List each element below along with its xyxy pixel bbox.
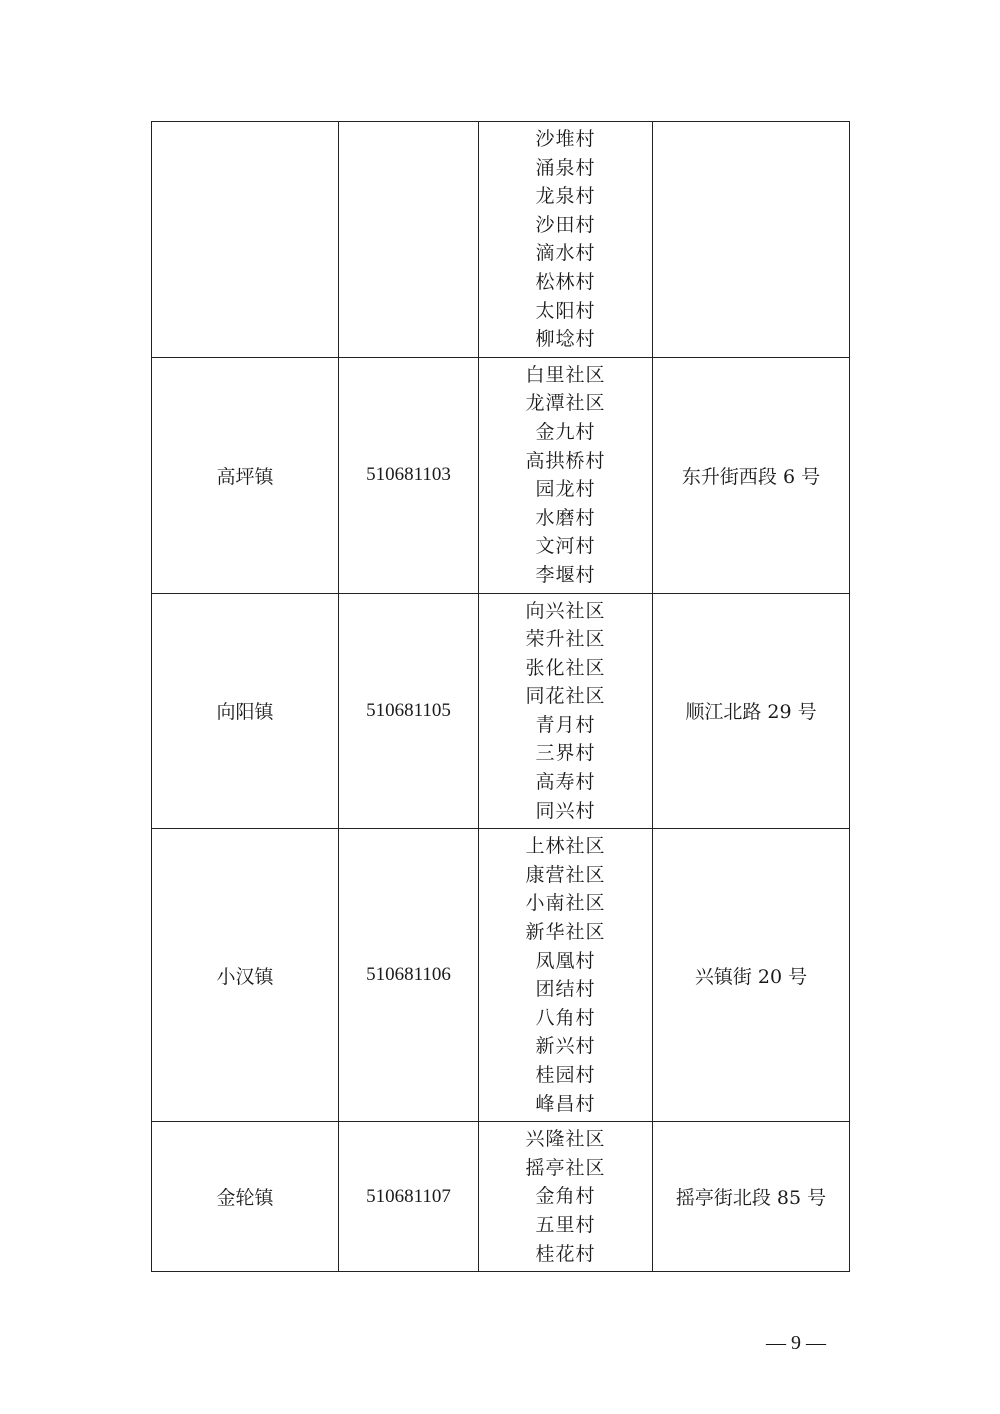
village-item: 摇亭社区 (525, 1156, 606, 1179)
address-cell: 兴镇街 20 号 (653, 829, 850, 1122)
village-list (479, 358, 652, 593)
village-item: 桂花村 (535, 1242, 596, 1265)
villages-cell (479, 122, 653, 358)
village-item: 太阳村 (535, 299, 596, 322)
village-item: 上林社区 (525, 835, 606, 858)
village-item: 金角村 (535, 1185, 596, 1208)
village-item: 五里村 (535, 1213, 596, 1236)
village-list (479, 122, 652, 357)
code-cell: 510681106 (339, 829, 479, 1122)
village-item: 新兴村 (535, 1035, 596, 1058)
table-row (152, 357, 850, 593)
village-item: 小南社区 (525, 892, 606, 915)
village-list (479, 829, 652, 1121)
village-item: 康营社区 (525, 863, 606, 886)
village-item: 文河村 (535, 535, 596, 558)
address-cell: 东升街西段 6 号 (653, 357, 850, 593)
village-item: 八角村 (535, 1006, 596, 1029)
villages-cell (479, 357, 653, 593)
village-item: 园龙村 (535, 478, 596, 501)
village-item: 峰昌村 (535, 1092, 596, 1115)
village-item: 同兴村 (535, 799, 596, 822)
village-item: 团结村 (535, 978, 596, 1001)
village-item: 李堰村 (535, 563, 596, 586)
village-item: 桂园村 (535, 1064, 596, 1086)
village-item: 高寿村 (535, 771, 596, 794)
address-cell (653, 122, 850, 358)
village-item: 沙田村 (535, 213, 596, 236)
village-item: 龙泉村 (535, 185, 596, 208)
villages-cell (479, 829, 653, 1122)
villages-cell (479, 593, 653, 829)
village-item: 水磨村 (535, 506, 596, 529)
town-cell: 高坪镇 (152, 357, 339, 593)
village-item: 兴隆社区 (525, 1128, 606, 1151)
village-item: 沙堆村 (535, 128, 596, 150)
town-cell (152, 122, 339, 358)
village-item: 高拱桥村 (525, 449, 606, 472)
code-cell: 510681107 (339, 1122, 479, 1272)
code-cell: 510681103 (339, 357, 479, 593)
town-cell: 金轮镇 (152, 1122, 339, 1272)
code-cell (339, 122, 479, 358)
village-item: 白里社区 (525, 363, 606, 386)
address-cell: 顺江北路 29 号 (653, 593, 850, 829)
village-item: 凤凰村 (535, 949, 596, 972)
villages-cell (479, 1122, 653, 1272)
village-item: 向兴社区 (525, 599, 606, 622)
village-item: 同花社区 (525, 685, 606, 708)
village-item: 龙潭社区 (525, 392, 606, 415)
village-item: 金九村 (535, 420, 596, 443)
village-item: 荣升社区 (525, 628, 606, 651)
table-row (152, 593, 850, 829)
village-item: 张化社区 (525, 656, 606, 679)
village-list (479, 1122, 652, 1271)
table-row (152, 122, 850, 358)
town-cell: 小汉镇 (152, 829, 339, 1122)
village-item: 滴水村 (535, 242, 596, 265)
code-cell: 510681105 (339, 593, 479, 829)
table-row (152, 1122, 850, 1272)
address-cell: 摇亭街北段 85 号 (653, 1122, 850, 1272)
village-item: 涌泉村 (535, 156, 596, 179)
village-item: 松林村 (535, 270, 596, 293)
town-cell: 向阳镇 (152, 593, 339, 829)
village-item: 青月村 (535, 713, 596, 736)
village-item: 新华社区 (525, 921, 606, 944)
village-item: 三界村 (535, 742, 596, 765)
table-row (152, 829, 850, 1122)
village-list (479, 594, 652, 829)
village-item: 柳埝村 (535, 328, 596, 351)
township-table (151, 121, 850, 1272)
page-number: — 9 — (766, 1332, 826, 1354)
